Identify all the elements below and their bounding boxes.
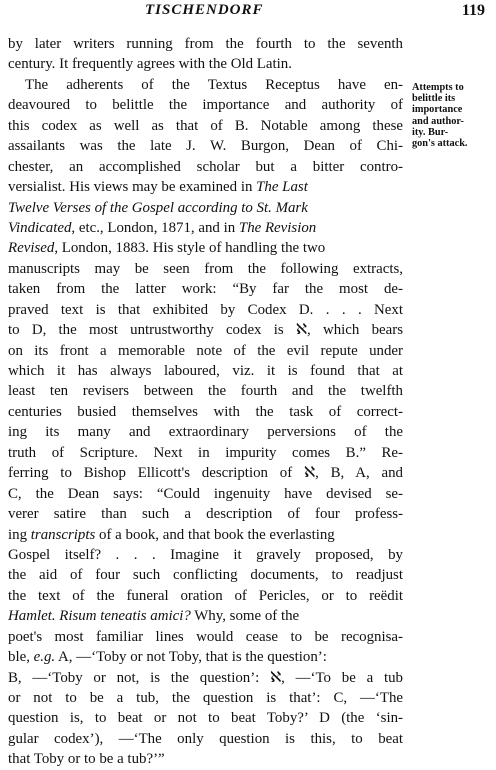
text-line: Gospel itself? . . . Imagine it gravely proposed, by [8, 546, 403, 563]
text-line: which it has always laboured, viz. it is found that at [8, 363, 403, 379]
text-line: ing transcripts of a book, and that book the everlasting [8, 526, 335, 543]
text-line: Hamlet. Risum teneatis amici? Why, some of the [8, 608, 300, 625]
text-line: ferring to Bishop Ellicott's description of ℵ, B, A, and [8, 465, 403, 482]
text-line: chester, an accomplished scholar but a bitter contro- [8, 158, 403, 175]
text-line: century. It frequently agrees with the Old Latin. [8, 56, 292, 73]
text-line: ing its many and extraordinary perversions of the [8, 424, 403, 441]
text-line: truth of Scripture. Next in impurity comes B.” Re- [8, 444, 403, 461]
text-line: manuscripts may be seen from the following extracts, [8, 260, 403, 277]
text-line: praved text is that exhibited by Codex D. . . . Next [8, 301, 403, 318]
margin-note-line: gon's attack. [412, 138, 468, 150]
text-line: by later writers running from the fourth to the seventh [8, 36, 403, 52]
text-line: The adherents of the Textus Receptus have en- [25, 76, 403, 93]
text-line: or not to be a tub, the question is that’: C, —‘The [8, 690, 403, 706]
text-line: Twelve Verses of the Gospel according to St. Mark [8, 199, 308, 216]
text-line: Vindicated, etc., London, 1871, and in The Revision [8, 219, 317, 236]
margin-note [412, 82, 492, 149]
text-line: least ten revisers between the fourth and the twelfth [8, 383, 403, 400]
text-line: deavoured to belittle the importance and authority of [8, 97, 403, 114]
text-line: assailants was the late J. W. Burgon, Dean of Chi- [8, 138, 403, 155]
text-line: that Toby or to be a tub?’” [8, 751, 165, 768]
running-title: TISCHENDORF [145, 2, 264, 18]
text-line: on its front a memorable note of the evil repute under [8, 342, 403, 359]
margin-note-line: importance [412, 104, 463, 116]
text-line: this codex as well as that of B. Notable among these [8, 117, 403, 134]
text-line: ble, e.g. A, —‘Toby or not Toby, that is the question’: [8, 649, 327, 666]
text-line: question is, to beat or not to beat Toby?’ D (the ‘sin- [8, 710, 403, 727]
text-line: B, —‘Toby or not, is the question’: ℵ, —‘To be a tub [8, 669, 403, 686]
text-line: poet's most familiar lines would cease to be recognisa- [8, 628, 403, 645]
page-header [10, 2, 485, 24]
text-line: centuries busied themselves with the task of correct- [8, 403, 403, 420]
text-line: versialist. His views may be examined in The Last [8, 179, 308, 196]
text-line: C, the Dean says: “Could ingenuity have devised se- [8, 485, 403, 502]
body-text [8, 34, 403, 770]
margin-note-line: Attempts to [412, 82, 464, 93]
margin-note-line: and author- [412, 115, 464, 127]
text-line: the text of the funeral oration of Pericles, or to reëdit [8, 587, 403, 604]
text-line: to D, the most untrustworthy codex is ℵ, which bears [8, 322, 403, 339]
text-line: taken from the latter work: “By far the most de- [8, 281, 403, 298]
text-line: gular codex’), —‘The only question is this, to beat [8, 730, 403, 747]
margin-note-line: belittle its [412, 93, 456, 105]
margin-note-line: ity. Bur- [412, 126, 449, 138]
text-line: Revised, London, 1883. His style of handling the two [8, 240, 326, 257]
text-line: verer satire than such a description of four profess- [8, 506, 403, 523]
page-number: 119 [461, 2, 485, 19]
text-line: the aid of four such conflicting documents, to readjust [8, 567, 403, 584]
